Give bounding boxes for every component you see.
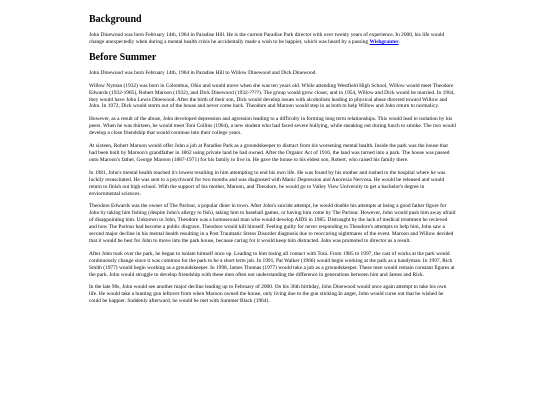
paragraph-2: Willow Nyman (1932) was born in Colombus, Ohio and would move when she was ten years old. While attending Westfield High School, Willow would meet Theodore Edwards (1932-1985), Robert Maroon (1932), and Dick Dinewood (1932-????). The group would grow closer, and in 1954, Willow and Dick would be married. In 1964, they would have John Lewis Dinewood. After the birth of their son, Dick would develop issues with alcoholism leading to physical abuse directed toward Willow and John. In 1972, Dick would storm out of the house and never come back. Theodore and Maroon would step in as both to help Willow and John return to normalicy. — [89, 82, 455, 110]
paragraph-8: In the late 90s, John would see another major decline leading up to February of 2000. On his 36th birthday, John Dinewood would once again attempt to take his own life. He would take a hunting gun leftover from when Maroon owned the house, only living due to the gun sticking.In anger, John would curse out that he wished he could be happier. Suddenly afterward, he would be met with Summer Black (1964). — [89, 284, 447, 305]
heading-background: Background — [89, 14, 142, 25]
paragraph-4: At sixteen, Robert Maroon would offer John a job at Paradise Park as a groundskeeper to distract from his worsening mental health. Inside the park was the house that had been built by Maroon's grandfather in 1862 using private land he had owned. After the Organic Act of 1916, the land was turned into a park. The house was passed onto Maroon's father, George Maroon (1887-1971) for his family to live in. He gave the house to his eldest son, Robert, who raised his family there. — [89, 143, 450, 163]
wishgranter-link[interactable]: Wishgranter — [369, 38, 399, 45]
paragraph-1: John Dinewood was born February 14th, 1964 in Paradise Hill to Willow Dinewood and Dick Dinewood. — [89, 69, 317, 76]
paragraph-6: Theodore Edwards was the owner of The Parlour, a popular diner in town. After John's suicide attempt, he would double his attempts at being a good father figure for John by taking him fishing (despite John's allergy to fish), taking him to baseball games, or having him come by The Parlour. However, John would push him away afraid of disappointing him. Unknown to John, Theodore was a homosexual man who would develop AIDS in 1985. Distraught by the lack of medical treatment he recieved and how The Parlour had become a public disgrace, Theodore would kill himself. Feeling guilty for never responding to Theodore's attempts to help him, John saw a second major decline in his mental health resulting in a Post Traumatic Stress Disorder diagnosis due to reoccuring nightmares of the event. Maroon and Willow decided that it would be best for John to move into the park house, because caring for it would keep him distracted. John was promoted to director as a result. — [89, 203, 456, 244]
paragraph-5: In 1981, John's mental health reached it's lowest resulting in him attempting to end his own life. He was found by his mother and rushed to the hospital where he was luckily resuscitated. He was sent to a psychward for two months and was diagnosed with Manic Depression and Anorexia Nervosa. He would be released and would return to finish out high school. With the support of his mother, Maroon, and Theodore, he would go to Valley View University to get a bachelor's degree in enviornmental sciences. — [89, 169, 446, 197]
paragraph-background — [89, 32, 456, 46]
heading-before-summer: Before Summer — [89, 51, 157, 63]
paragraph-7: After John took over the park, he began to isolate himself once up. Leading to him losing all contact with Toni. From 1985 to 1997, the cast of works at the park would continuously change since it was common for the park to be a short term job. In 1991, Pat Walker (1966) would begin working at the park as a handyman. In 1997, Rick Smith (1977) would begin working as a groundskeeper. In 1998, James Thomas (1977) would take a job as a groundskeeper. These men would remain constant figures at the park. John would struggle to develop friendship with these men often not understanding the difference in generations between him and James and Rick. — [89, 250, 455, 278]
paragraph-3: However, as a result of the abuse, John developed depression and agression leading to a difficulty in forming long term relationships. This would lead to isolation by his peers. When he was thirteen, he would meet Toni Collins (1964), a new student who had faced severe bullying, while sneaking out during lunch to smoke. The two would develop a close friendship that would continue into their college years. — [89, 116, 456, 137]
background-text-end: . — [398, 38, 401, 45]
background-text: John Dinewood was born February 14th, 1964 in Paradise Hill. He is the current Paradise Park director with over twenty years of experience. In 2000, his life would change unexpectedly when during a mental health crisis he accidentally made a wish to be happier, which was heard by a passing — [89, 32, 445, 45]
